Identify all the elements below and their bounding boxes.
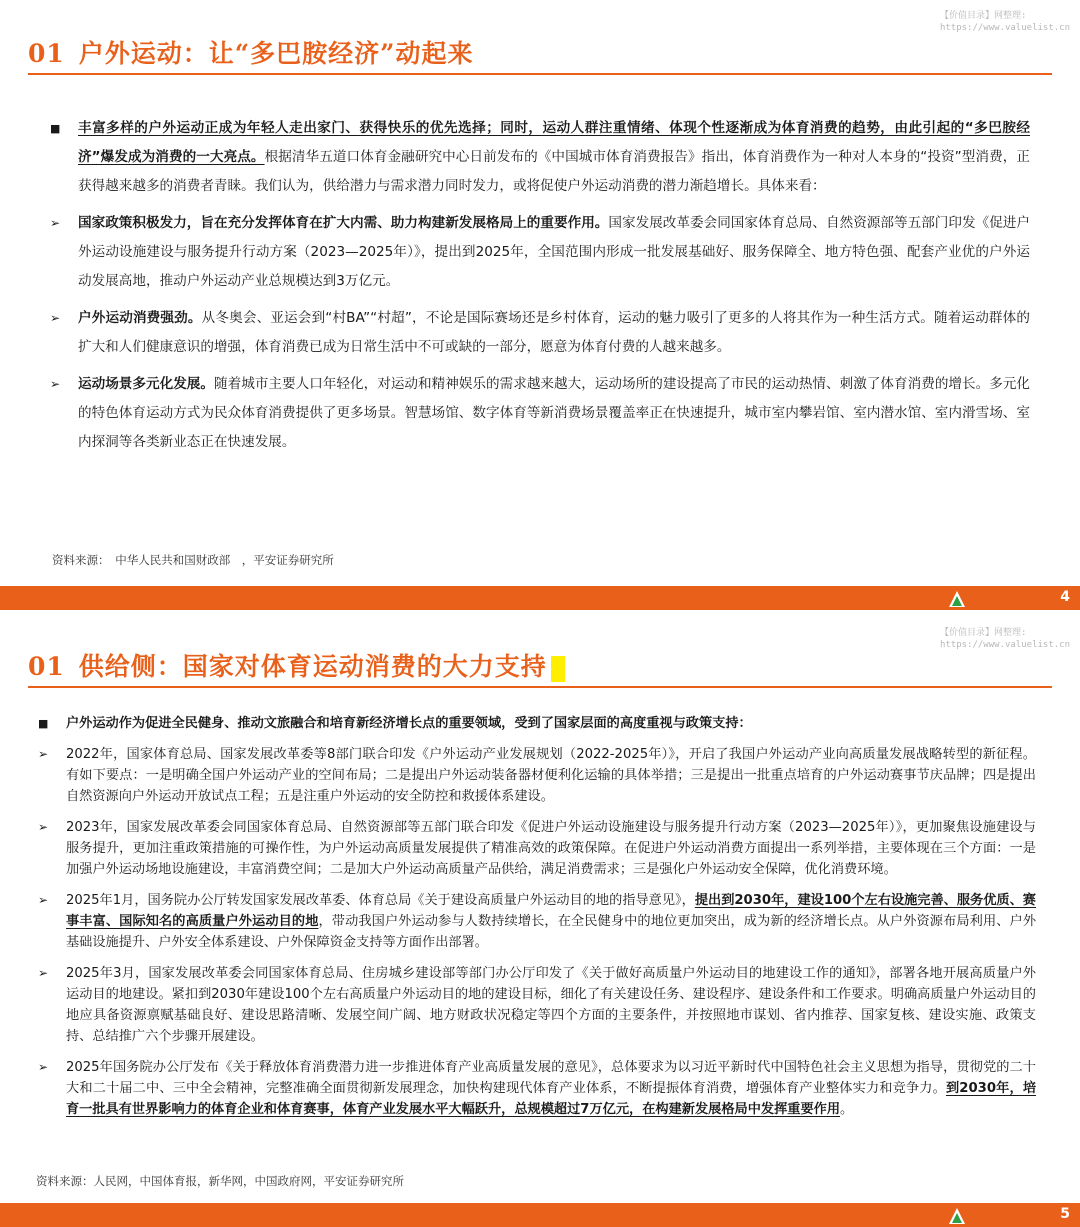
title-divider [28, 73, 1052, 75]
footer-bar [0, 1203, 1080, 1227]
policy-text: 2023年，国家发展改革委会同国家体育总局、自然资源部等五部门联合印发《促进户外运动设施建设与服务提升行动方案（2023—2025年）》，更加聚焦设施建设与服务提升，更加注重政策措施的可操作性，为户外运动高质量发展提供了精准高效的政策保障。在促进户外运动消费方面提出一系列举措，主要体现在三个方面：一是加强户外运动场地设施建设，丰富消费空间；二是加大户外运动高质量产品供给，满足消费需求；三是强化户外运动安全保障，优化消费环境。 [66, 820, 1036, 877]
section-number: 01 [28, 652, 65, 681]
policy-text: 2025年3月，国家发展改革委会同国家体育总局、住房城乡建设部等部门办公厅印发了《关于做好高质量户外运动目的地建设工作的通知》，部署各地开展高质量户外运动目的地建设。紧扣到2030年建设100个左右高质量户外运动目的地的建设目标，细化了有关建设任务、建设程序、建设条件和工作要求。明确高质量户外运动目的地应具备资源禀赋基础良好、建设思路清晰、发展空间广阔、地方财政状况稳定等四个方面的主要条件，并按照地市谋划、省内推荐、国家复核、建设实施、政策支持、总结推广六个步骤开展建设。 [66, 966, 1036, 1044]
slide-page-5 [0, 617, 1080, 1227]
arrow-bullet-icon: ➢ [38, 893, 49, 907]
arrow-bullet-icon: ➢ [50, 311, 61, 325]
source-note: 资料来源：人民网，中国体育报，新华网，中国政府网，平安证券研究所 [36, 1174, 404, 1188]
watermark: 【价值目录】网整理: https://www.valuelist.cn [939, 11, 1070, 33]
title-divider [28, 686, 1052, 688]
policy-text: 2022年，国家体育总局、国家发展改革委等8部门联合印发《户外运动产业发展规划（2022-2025年）》，开启了我国户外运动产业向高质量发展战略转型的新征程。有如下要点：一是明确全国户外运动产业的空间布局；二是提出户外运动装备器材便利化运输的具体举措；三是提出一批重点培育的户外运动赛事节庆品牌；四是提出自然资源向户外运动开放试点工程；五是注重户外运动的安全防控和救援体系建设。 [66, 747, 1036, 804]
slide-page-4 [0, 0, 1080, 610]
policy-item [36, 890, 1036, 953]
page-number: 5 [1060, 1206, 1070, 1222]
paragraph-text: 根据清华五道口体育金融研究中心日前发布的《中国城市体育消费报告》指出，体育消费作为一种对人本身的“投资”型消费，正获得越来越多的消费者青睐。我们认为，供给潜力与需求潜力同时发力，或将促使户外运动消费的潜力渐趋增长。具体来看： [78, 149, 1030, 194]
policy-text: 。 [840, 1102, 854, 1117]
intro-text: 户外运动作为促进全民健身、推动文旅融合和培育新经济增长点的重要领域，受到了国家层面的高度重视与政策支持： [66, 716, 752, 731]
paragraph-lead: 运动场景多元化发展。 [78, 376, 215, 392]
paragraph [48, 304, 1030, 362]
paragraph-text: 随着城市主要人口年轻化，对运动和精神娱乐的需求越来越大，运动场所的建设提高了市民的运动热情、刺激了体育消费的增长。多元化的特色体育运动方式为民众体育消费提供了更多场景。智慧场馆、数字体育等新消费场景覆盖率正在快速提升，城市室内攀岩馆、室内潜水馆、室内滑雪场、室内探洞等各类新业态正在快速发展。 [78, 376, 1031, 450]
arrow-bullet-icon: ➢ [50, 377, 61, 391]
arrow-bullet-icon: ➢ [38, 1060, 49, 1074]
brand-logo-icon [948, 590, 966, 608]
policy-emphasis: 到2030年，培育一批具有世界影响力的体育企业和体育赛事，体育产业发展水平大幅跃升，总规模超过7万亿元，在构建新发展格局中发挥重要作用 [66, 1081, 1037, 1117]
arrow-bullet-icon: ➢ [38, 820, 49, 834]
source-note: 资料来源： 中华人民共和国财政部 ，平安证券研究所 [52, 553, 334, 567]
policy-text: ，带动我国户外运动参与人数持续增长，在全民健身中的地位更加突出，成为新的经济增长点。从户外资源布局利用、户外基础设施提升、户外安全体系建设、户外保障资金支持等方面作出部署。 [66, 914, 1037, 950]
paragraph-text: 从冬奥会、亚运会到“村BA”“村超”，不论是国际赛场还是乡村体育，运动的魅力吸引了更多的人将其作为一种生活方式。随着运动群体的扩大和人们健康意识的增强，体育消费已成为日常生活中不可或缺的一部分，愿意为体育付费的人越来越多。 [78, 310, 1031, 355]
arrow-bullet-icon: ➢ [50, 216, 61, 230]
paragraph [48, 370, 1030, 457]
square-bullet-icon: ■ [50, 122, 61, 135]
paragraph [48, 114, 1030, 201]
policy-item [36, 963, 1036, 1047]
watermark: 【价值目录】网整理: https://www.valuelist.cn [939, 628, 1070, 650]
page-title [28, 34, 474, 70]
policy-item [36, 817, 1036, 880]
title-text: 供给侧：国家对体育运动消费的大力支持 [78, 652, 547, 681]
paragraph-lead: 丰富多样的户外运动正成为年轻人走出家门、获得快乐的优先选择；同时，运动人群注重情绪、体现个性逐渐成为体育消费的趋势，由此引起的“多巴胺经济”爆发成为消费的一大亮点。 [78, 120, 1030, 165]
arrow-bullet-icon: ➢ [38, 966, 49, 980]
page-title [28, 647, 565, 683]
paragraph-lead: 户外运动消费强劲。 [78, 310, 202, 326]
title-text: 户外运动：让“多巴胺经济”动起来 [78, 39, 474, 68]
page-number: 4 [1060, 589, 1070, 605]
intro-paragraph [36, 713, 1036, 734]
policy-text: 2025年1月，国务院办公厅转发国家发展改革委、体育总局《关于建设高质量户外运动目的地的指导意见》， [66, 893, 695, 908]
arrow-bullet-icon: ➢ [38, 747, 49, 761]
footer-bar [0, 586, 1080, 610]
brand-logo-icon [948, 1207, 966, 1225]
square-bullet-icon: ■ [38, 717, 49, 730]
paragraph-lead: 国家政策积极发力，旨在充分发挥体育在扩大内需、助力构建新发展格局上的重要作用。 [78, 215, 609, 231]
content-body [36, 713, 1036, 1130]
highlight-marker [551, 656, 565, 682]
paragraph-text: 国家发展改革委会同国家体育总局、自然资源部等五部门印发《促进户外运动设施建设与服务提升行动方案（2023—2025年）》，提出到2025年，全国范围内形成一批发展基础好、服务保障全、地方特色强、配套产业优的户外运动发展高地，推动户外运动产业总规模达到3万亿元。 [78, 215, 1031, 289]
paragraph [48, 209, 1030, 296]
policy-item [36, 1057, 1036, 1120]
section-number: 01 [28, 39, 65, 68]
policy-item [36, 744, 1036, 807]
policy-emphasis: 提出到2030年，建设100个左右设施完善、服务优质、赛事丰富、国际知名的高质量户外运动目的地 [66, 893, 1036, 929]
content-body [48, 114, 1030, 465]
policy-text: 2025年国务院办公厅发布《关于释放体育消费潜力进一步推进体育产业高质量发展的意见》，总体要求为以习近平新时代中国特色社会主义思想为指导，贯彻党的二十大和二十届二中、三中全会精神，完整准确全面贯彻新发展理念，加快构建现代体育产业体系，不断提振体育消费，增强体育产业整体实力和竞争力。 [66, 1060, 1036, 1096]
